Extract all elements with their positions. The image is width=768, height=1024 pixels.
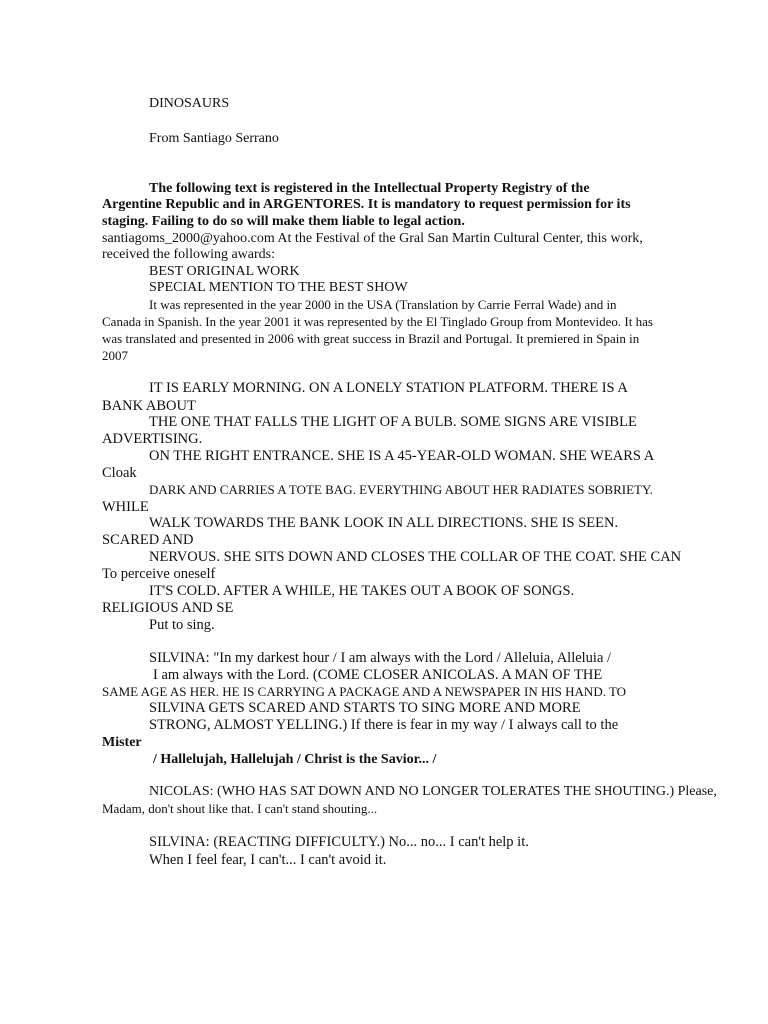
stage-direction-line: Put to sing. [149, 617, 215, 633]
info-line: received the following awards: [102, 247, 275, 262]
dialogue-line: SILVINA: (REACTING DIFFICULTY.) No... no... I can't help it. [149, 834, 529, 850]
author-line: From Santiago Serrano [149, 131, 279, 146]
document-title: DINOSAURS [149, 96, 230, 111]
stage-direction-line: NERVOUS. SHE SITS DOWN AND CLOSES THE COLLAR OF THE COAT. SHE CAN [149, 549, 682, 565]
stage-direction-line: DARK AND CARRIES A TOTE BAG. EVERYTHING ABOUT HER RADIATES SOBRIETY. [149, 482, 653, 497]
award-item: SPECIAL MENTION TO THE BEST SHOW [149, 280, 408, 295]
legal-notice-line: The following text is registered in the Intellectual Property Registry of the [149, 181, 590, 196]
dialogue-line: STRONG, ALMOST YELLING.) If there is fear in my way / I always call to the [149, 717, 619, 733]
dialogue-line: Madam, don't shout like that. I can't stand shouting... [102, 801, 378, 816]
dialogue-line: SILVINA GETS SCARED AND STARTS TO SING MORE AND MORE [149, 700, 581, 716]
stage-direction-line: IT IS EARLY MORNING. ON A LONELY STATION PLATFORM. THERE IS A [149, 380, 628, 396]
dialogue-line: NICOLAS: (WHO HAS SAT DOWN AND NO LONGER TOLERATES THE SHOUTING.) Please, [149, 784, 717, 799]
dialogue-line: I am always with the Lord. (COME CLOSER ANICOLAS. A MAN OF THE [153, 667, 603, 683]
stage-direction-line: IT'S COLD. AFTER A WHILE, HE TAKES OUT A BOOK OF SONGS. [149, 583, 575, 599]
info-line: 2007 [102, 348, 128, 363]
info-line: was translated and presented in 2006 with great success in Brazil and Portugal. It premiered in Spain in [102, 331, 640, 346]
stage-direction-line: BANK ABOUT [102, 398, 196, 414]
stage-direction-line: WHILE [102, 499, 149, 515]
stage-direction-line: WALK TOWARDS THE BANK LOOK IN ALL DIRECTIONS. SHE IS SEEN. [149, 515, 619, 531]
stage-direction-line: To perceive oneself [102, 566, 216, 582]
award-item: BEST ORIGINAL WORK [149, 264, 300, 279]
dialogue-line: / Hallelujah, Hallelujah / Christ is the Savior... / [153, 752, 437, 767]
legal-notice-line: Argentine Republic and in ARGENTORES. It is mandatory to request permission for its [102, 197, 631, 212]
info-line: Canada in Spanish. In the year 2001 it was represented by the El Tinglado Group from Montevideo. It has [102, 314, 653, 329]
stage-direction-line: RELIGIOUS AND SE [102, 600, 234, 616]
dialogue-line: When I feel fear, I can't... I can't avoid it. [149, 852, 387, 868]
legal-notice-line: staging. Failing to do so will make them liable to legal action. [102, 214, 465, 229]
dialogue-line: Mister [102, 735, 142, 750]
stage-direction-line: Cloak [102, 465, 137, 481]
stage-direction-line: SCARED AND [102, 532, 194, 548]
stage-direction-line: ADVERTISING. [102, 431, 203, 447]
info-line: santiagoms_2000@yahoo.com At the Festival of the Gral San Martin Cultural Center, this work, [102, 231, 643, 246]
dialogue-line: SILVINA: "In my darkest hour / I am always with the Lord / Alleluia, Alleluia / [149, 650, 612, 666]
dialogue-line: SAME AGE AS HER. HE IS CARRYING A PACKAGE AND A NEWSPAPER IN HIS HAND. TO [102, 684, 627, 699]
stage-direction-line: ON THE RIGHT ENTRANCE. SHE IS A 45-YEAR-OLD WOMAN. SHE WEARS A [149, 448, 655, 464]
stage-direction-line: THE ONE THAT FALLS THE LIGHT OF A BULB. SOME SIGNS ARE VISIBLE [149, 414, 637, 430]
info-line: It was represented in the year 2000 in the USA (Translation by Carrie Ferral Wade) and in [149, 297, 617, 312]
